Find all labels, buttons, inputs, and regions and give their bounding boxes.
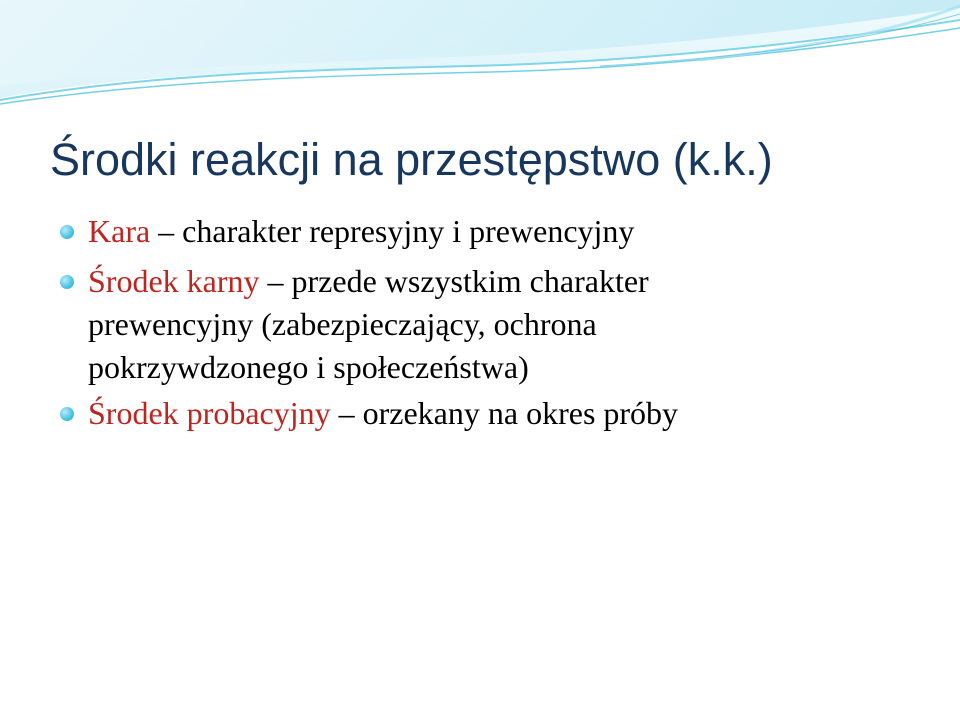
term-kara: Kara <box>88 213 151 249</box>
separator: – <box>150 213 183 249</box>
bullet-dot-icon <box>60 225 74 239</box>
list-item <box>88 392 808 435</box>
term-srodek-probacyjny: Środek probacyjny <box>88 395 331 431</box>
description: charakter represyjny i prewencyjny <box>182 213 635 249</box>
bullet-dot-icon <box>60 407 74 421</box>
description: orzekany na okres próby <box>362 395 679 431</box>
wave-decoration-icon <box>0 0 960 110</box>
separator: – <box>330 395 363 431</box>
description: przede wszystkim charakter prewencyjny (zabezpieczający, ochrona pokrzywdzonego i społeczeństwa) <box>88 263 649 385</box>
separator: – <box>259 263 292 299</box>
bullet-dot-icon <box>60 275 74 289</box>
list-item <box>88 210 808 253</box>
slide-title: Środki reakcji na przestępstwo (k.k.) <box>50 134 773 185</box>
term-srodek-karny: Środek karny <box>88 263 260 299</box>
list-item <box>88 260 808 389</box>
